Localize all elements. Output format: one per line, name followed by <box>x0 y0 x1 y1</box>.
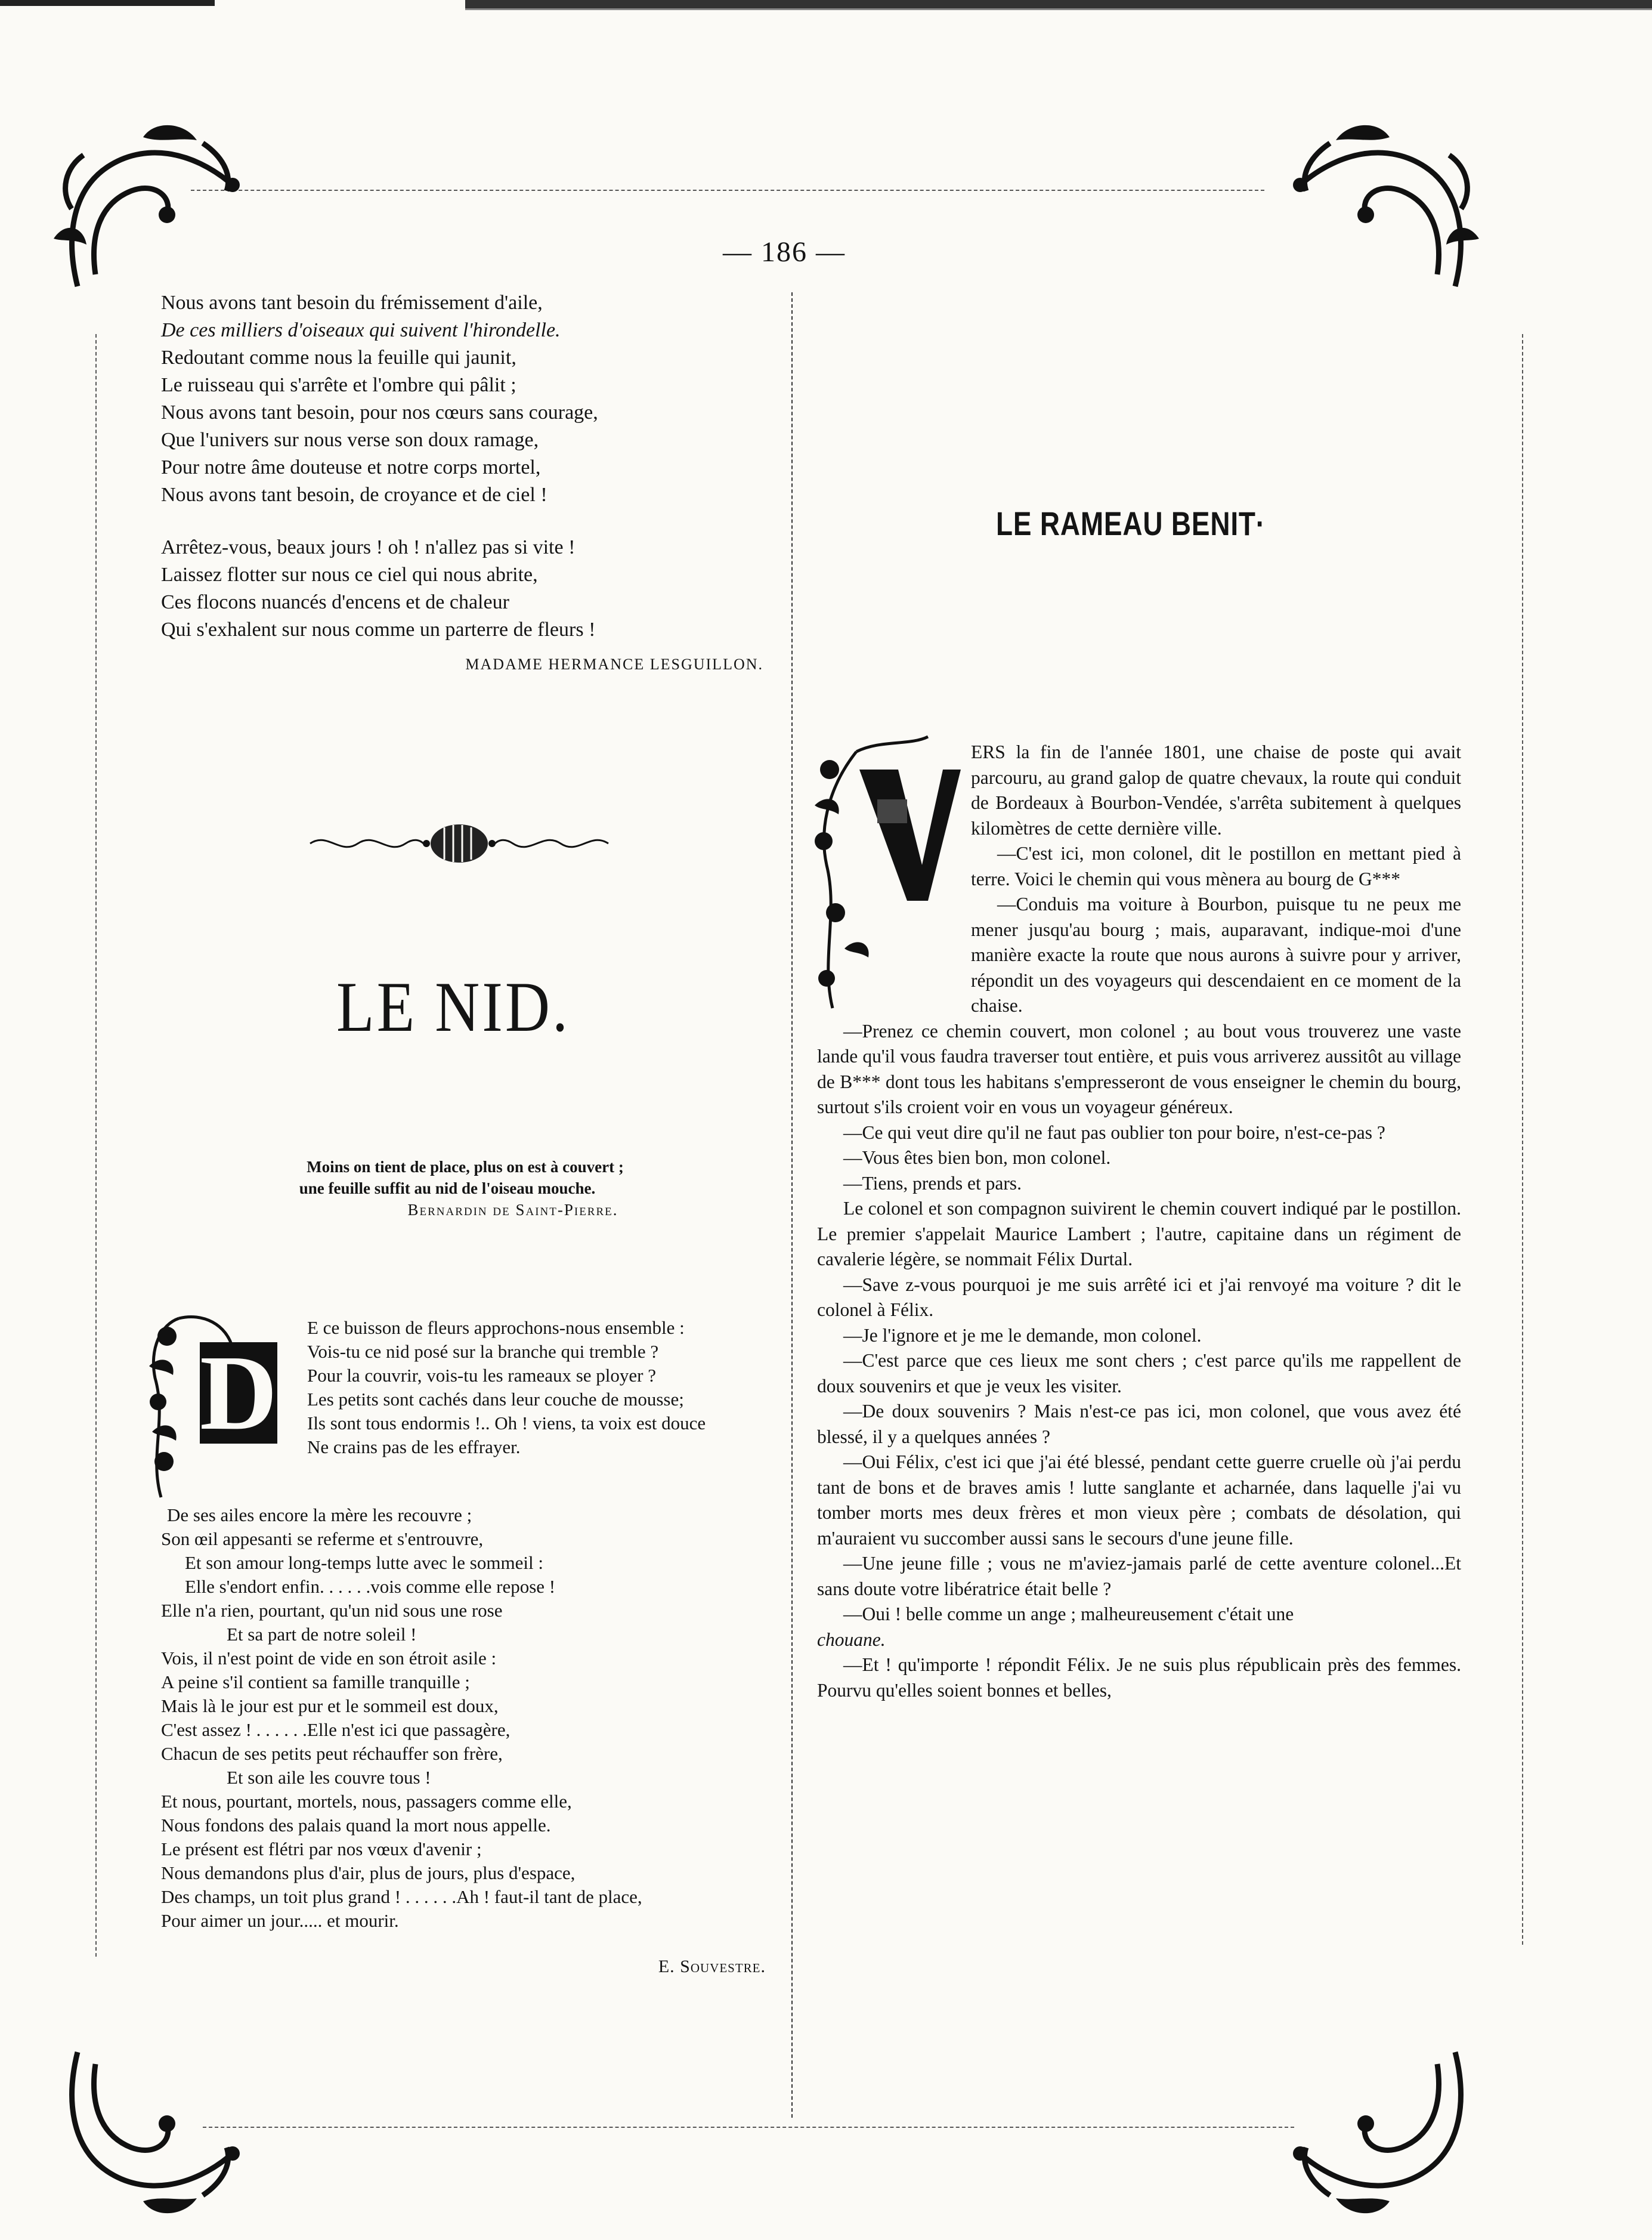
verse-line: Ils sont tous endormis !.. Oh ! viens, ta voix est douce <box>307 1413 706 1433</box>
poem-stanza-1 <box>161 289 769 509</box>
frame-right-line <box>1522 334 1523 1945</box>
corner-ornament-bottom-right <box>1282 2040 1479 2219</box>
verse-line: Nous avons tant besoin, de croyance et de ciel ! <box>161 484 547 506</box>
frame-left-line <box>95 334 97 1957</box>
verse-line: Ne crains pas de les effrayer. <box>307 1436 521 1457</box>
column-divider <box>791 292 793 2118</box>
story-paragraph: —Et ! qu'importe ! répondit Félix. Je ne suis plus républicain près des femmes. Pourvu qu'elles soient bonnes et belles, <box>817 1654 1461 1701</box>
verse-line: C'est assez ! . . . . . .Elle n'est ici que passagère, <box>161 1719 511 1740</box>
verse-line: Redoutant comme nous la feuille qui jaunit, <box>161 347 516 369</box>
frame-top-line <box>191 190 1264 191</box>
story-paragraph: —Save z-vous pourquoi je me suis arrêté ici et j'ai renvoyé ma voiture ? dit le colonel à Félix. <box>817 1274 1461 1320</box>
verse-line: Pour notre âme douteuse et notre corps mortel, <box>161 456 541 478</box>
verse-line: De ses ailes encore la mère les recouvre ; <box>167 1504 472 1525</box>
story-paragraph: —Une jeune fille ; vous ne m'aviez-jamais parlé de cette aventure colonel...Et sans doute votre libératrice était belle ? <box>817 1553 1461 1599</box>
story-paragraph: Le colonel et son compagnon suivirent le chemin couvert indiqué par le postillon. Le premier s'appelait Maurice Lambert ; l'autre, capitaine dans un régiment de cavalerie légère, se nommait Félix Durtal. <box>817 1198 1461 1269</box>
verse-line: Le ruisseau qui s'arrête et l'ombre qui pâlit ; <box>161 374 516 396</box>
italic-word: chouane. <box>817 1629 886 1650</box>
verse-line: Nous avons tant besoin, pour nos cœurs sans courage, <box>161 401 598 424</box>
verse-line: Chacun de ses petits peut réchauffer son frère, <box>161 1743 503 1764</box>
right-column <box>817 289 1461 1703</box>
corner-ornament-top-right <box>1282 119 1479 298</box>
epigraph-author: Bernardin de Saint-Pierre. <box>407 1201 618 1219</box>
story-title: LE RAMEAU BENIT· <box>996 505 1266 542</box>
story-text <box>817 740 1461 1703</box>
verse-line: Que l'univers sur nous verse son doux ramage, <box>161 429 539 451</box>
epigraph <box>161 1156 769 1221</box>
story-paragraph: —Je l'ignore et je me le demande, mon colonel. <box>843 1324 1202 1346</box>
poem-title-le-nid: LE NID. <box>336 968 570 1047</box>
verse-line: Elle n'a rien, pourtant, qu'un nid sous une rose <box>161 1600 503 1621</box>
poem-lesguillon <box>161 289 769 673</box>
story-paragraph: —Vous êtes bien bon, mon colonel. <box>843 1147 1111 1168</box>
story-paragraph: ERS la fin de l'année 1801, une chaise de poste qui avait parcouru, au grand galop de quatre chevaux, la route qui conduit de Bordeaux à Bourbon-Vendée, s'arrêta subitement à quelques kilomètres de cette dernière ville. <box>971 741 1461 839</box>
story-paragraph: —C'est ici, mon colonel, dit le postillon en mettant pied à terre. Voici le chemin qui vous mènera au bourg de G*** <box>971 843 1461 889</box>
story-paragraph: —Prenez ce chemin couvert, mon colonel ; au bout vous trouverez une vaste lande qu'il vous faudra traverser tout entière, et puis vous arriverez aussitôt au village de B*** dont tous les habitans s'empresseront de vous enseigner le chemin du bourg, surtout s'ils croient voir en vous un voyageur généreux. <box>817 1020 1461 1117</box>
story-paragraph-italic <box>817 1627 1461 1653</box>
corner-ornament-top-left <box>54 119 250 298</box>
verse-line: Qui s'exhalent sur nous comme un parterre de fleurs ! <box>161 619 596 641</box>
story-paragraph: —Conduis ma voiture à Bourbon, puisque tu ne peux me mener jusqu'au bourg ; mais, auparavant, indique-moi d'une manière exacte la route que nous aurons à suivre pour y arriver, répondit un des voyageurs qui descendaient en ce moment de la chaise. <box>971 894 1461 1016</box>
verse-line: Des champs, un toit plus grand ! . . . . . .Ah ! faut-il tant de place, <box>161 1886 642 1907</box>
verse-line: Ces flocons nuancés d'encens et de chaleur <box>161 591 509 613</box>
corner-ornament-bottom-left <box>54 2040 250 2219</box>
verse-line: Pour la couvrir, vois-tu les rameaux se ployer ? <box>307 1365 657 1386</box>
verse-line: Nous fondons des palais quand la mort nous appelle. <box>161 1815 551 1836</box>
poem-author-souvestre: E. Souvestre. <box>658 1957 766 1976</box>
verse-line: Et sa part de notre soleil ! <box>227 1624 417 1645</box>
verse-line: De ces milliers d'oiseaux qui suivent l'hirondelle. <box>161 319 561 341</box>
verse-line: A peine s'il contient sa famille tranquille ; <box>161 1671 470 1692</box>
dropcap-d-floral-icon <box>143 1312 301 1503</box>
dropcap-v-floral-icon <box>809 734 964 1014</box>
story-paragraph: —Tiens, prends et pars. <box>843 1172 1022 1194</box>
verse-line: Et nous, pourtant, mortels, nous, passagers comme elle, <box>161 1791 572 1812</box>
left-column <box>161 289 769 1977</box>
verse-line: Laissez flotter sur nous ce ciel qui nous abrite, <box>161 564 538 586</box>
poem-author: MADAME HERMANCE LESGUILLON. <box>465 656 763 673</box>
story-paragraph: —De doux souvenirs ? Mais n'est-ce pas ici, mon colonel, que vous avez été blessé, il y a quelques années ? <box>817 1401 1461 1447</box>
top-edge-rule <box>0 0 1652 13</box>
verse-line: Nous avons tant besoin du frémissement d'aile, <box>161 292 543 314</box>
story-paragraph: —Oui ! belle comme un ange ; malheureusement c'était une <box>843 1603 1294 1624</box>
verse-line: Et son amour long-temps lutte avec le sommeil : <box>185 1552 543 1573</box>
poem-stanza-2 <box>161 534 769 644</box>
verse-line: Elle s'endort enfin. . . . . .vois comme elle repose ! <box>185 1576 556 1597</box>
epigraph-line: Moins on tient de place, plus on est à couvert ; <box>307 1158 624 1176</box>
poem-le-nid <box>161 1316 769 1977</box>
verse-line: Pour aimer un jour..... et mourir. <box>161 1910 399 1931</box>
verse-line: Vois-tu ce nid posé sur la branche qui tremble ? <box>307 1341 659 1362</box>
verse-line: Vois, il n'est point de vide en son étroit asile : <box>161 1648 497 1669</box>
frame-bottom-line <box>203 2127 1294 2128</box>
story-paragraph: —Oui Félix, c'est ici que j'ai été blessé, pendant cette guerre cruelle où j'ai perdu tant de bons et de braves amis ! lutte sanglante et acharnée, dans laquelle j'ai vu tomber morts mes deux frères et mon vieux père ; combats de désolation, qui m'auraient vu succomber aussi sans le secours d'une jeune fille. <box>817 1451 1461 1549</box>
verse-line: Son œil appesanti se referme et s'entrouvre, <box>161 1528 484 1549</box>
epigraph-line: une feuille suffit au nid de l'oiseau mouche. <box>299 1179 596 1197</box>
fleuron-divider-icon <box>304 823 614 864</box>
verse-line: Mais là le jour est pur et le sommeil est doux, <box>161 1695 499 1716</box>
story-paragraph: —C'est parce que ces lieux me sont chers ; c'est parce qu'ils me rappellent de doux souvenirs et que je veux les visiter. <box>817 1350 1461 1396</box>
verse-line: E ce buisson de fleurs approchons-nous ensemble : <box>307 1317 685 1338</box>
verse-line: Nous demandons plus d'air, plus de jours, plus d'espace, <box>161 1862 576 1883</box>
page-number: — 186 — <box>723 236 846 268</box>
verse-line: Les petits sont cachés dans leur couche de mousse; <box>307 1389 684 1410</box>
story-paragraph: —Ce qui veut dire qu'il ne faut pas oublier ton pour boire, n'est-ce-pas ? <box>843 1121 1385 1143</box>
verse-line: Et son aile les couvre tous ! <box>227 1767 431 1788</box>
verse-line: Arrêtez-vous, beaux jours ! oh ! n'allez pas si vite ! <box>161 536 576 558</box>
svg-text:D: D <box>200 1333 277 1452</box>
verse-line: Le présent est flétri par nos vœux d'avenir ; <box>161 1839 482 1859</box>
